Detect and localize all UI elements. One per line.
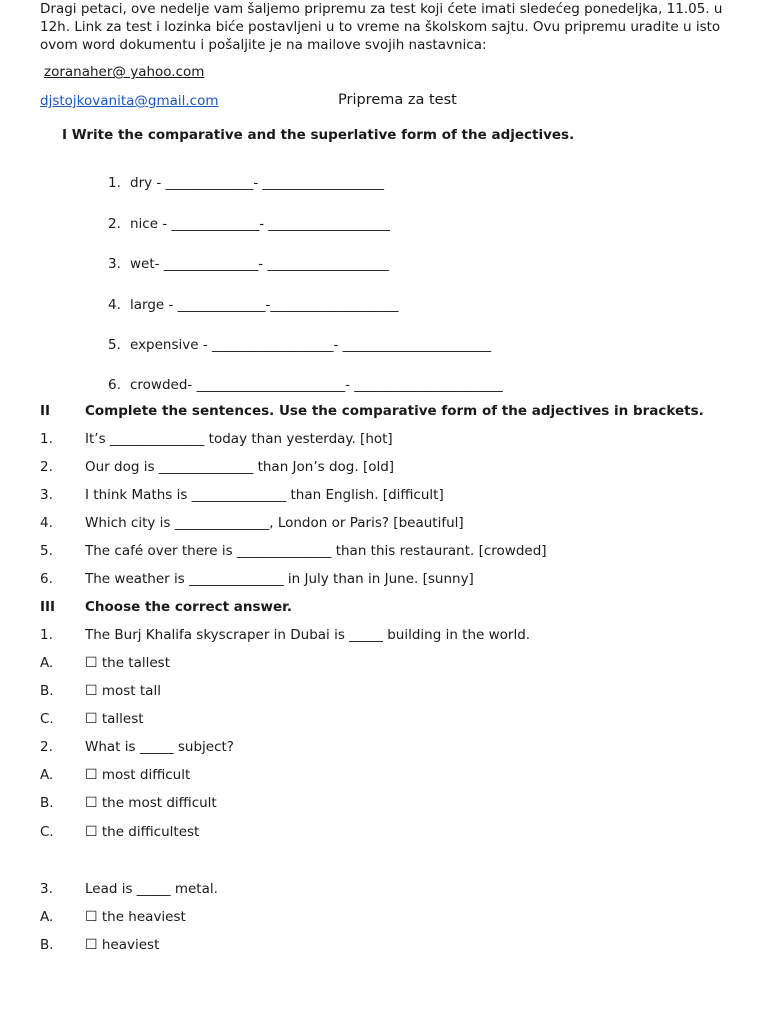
- adjective-item: [108, 175, 384, 191]
- adjective-item: [108, 377, 503, 393]
- sentence-number: 1.: [40, 431, 53, 447]
- checkbox-icon[interactable]: ☐: [85, 909, 98, 925]
- answer-option[interactable]: [85, 767, 190, 783]
- item-text: expensive - __________________- ______________________: [130, 337, 492, 353]
- sentence-text: Our dog is ______________ than Jon’s dog. [old]: [85, 459, 395, 475]
- document-title: Priprema za test: [338, 92, 457, 108]
- intro-paragraph: [40, 0, 745, 54]
- question-number: 1.: [40, 627, 53, 643]
- answer-option[interactable]: [85, 909, 186, 925]
- section-3-heading: Choose the correct answer.: [85, 599, 293, 615]
- item-number: 6.: [108, 377, 121, 393]
- option-letter: A.: [40, 767, 54, 783]
- option-text: the difficultest: [101, 824, 200, 840]
- option-letter: C.: [40, 824, 54, 840]
- item-number: 4.: [108, 297, 121, 313]
- option-letter: C.: [40, 711, 54, 727]
- option-letter: B.: [40, 683, 54, 699]
- answer-option[interactable]: [85, 711, 144, 727]
- sentence-text: I think Maths is ______________ than English. [difficult]: [85, 487, 444, 503]
- checkbox-icon[interactable]: ☐: [85, 824, 98, 840]
- item-number: 2.: [108, 216, 121, 232]
- option-text: the heaviest: [101, 909, 186, 925]
- teacher-email-2-link[interactable]: djstojkovanita@gmail.com: [40, 93, 219, 109]
- item-text: wet- ______________- __________________: [130, 256, 389, 272]
- section-3-number: III: [40, 599, 56, 615]
- question-number: 2.: [40, 739, 53, 755]
- option-text: heaviest: [101, 937, 160, 953]
- option-letter: B.: [40, 937, 54, 953]
- checkbox-icon[interactable]: ☐: [85, 767, 98, 783]
- adjective-item: [108, 297, 399, 313]
- option-text: most tall: [101, 683, 161, 699]
- option-text: most difficult: [101, 767, 191, 783]
- adjective-item: [108, 337, 491, 353]
- intro-line: ovom word dokumentu i pošaljite je na mailove svojih nastavnica:: [40, 37, 487, 53]
- question-text: What is _____ subject?: [85, 739, 234, 755]
- answer-option[interactable]: [85, 795, 217, 811]
- adjective-item: [108, 256, 389, 272]
- teacher-email-1[interactable]: zoranaher@ yahoo.com: [44, 64, 205, 80]
- sentence-text: It’s ______________ today than yesterday. [hot]: [85, 431, 393, 447]
- checkbox-icon[interactable]: ☐: [85, 937, 98, 953]
- sentence-number: 5.: [40, 543, 53, 559]
- option-letter: A.: [40, 909, 54, 925]
- adjective-item: [108, 216, 390, 232]
- option-text: the most difficult: [101, 795, 217, 811]
- option-letter: B.: [40, 795, 54, 811]
- section-2-number: II: [40, 403, 51, 419]
- intro-line: 12h. Link za test i lozinka biće postavljeni u to vreme na školskom sajtu. Ovu pripremu uradite u isto: [40, 19, 721, 35]
- item-text: dry - _____________- __________________: [130, 175, 384, 191]
- item-number: 1.: [108, 175, 121, 191]
- answer-option[interactable]: [85, 655, 170, 671]
- sentence-number: 2.: [40, 459, 53, 475]
- item-text: crowded- ______________________- ______________________: [130, 377, 503, 393]
- question-number: 3.: [40, 881, 53, 897]
- answer-option[interactable]: [85, 937, 159, 953]
- answer-option[interactable]: [85, 824, 199, 840]
- sentence-text: The weather is ______________ in July than in June. [sunny]: [85, 571, 474, 587]
- sentence-text: Which city is ______________, London or Paris? [beautiful]: [85, 515, 464, 531]
- option-text: the tallest: [101, 655, 171, 671]
- sentence-number: 3.: [40, 487, 53, 503]
- checkbox-icon[interactable]: ☐: [85, 655, 98, 671]
- answer-option[interactable]: [85, 683, 161, 699]
- option-letter: A.: [40, 655, 54, 671]
- option-text: tallest: [101, 711, 144, 727]
- question-text: The Burj Khalifa skyscraper in Dubai is _____ building in the world.: [85, 627, 531, 643]
- item-number: 5.: [108, 337, 121, 353]
- item-number: 3.: [108, 256, 121, 272]
- checkbox-icon[interactable]: ☐: [85, 795, 98, 811]
- sentence-text: The café over there is ______________ than this restaurant. [crowded]: [85, 543, 547, 559]
- intro-line: Dragi petaci, ove nedelje vam šaljemo pripremu za test koji ćete imati sledećeg ponedeljka, 11.05. u: [40, 1, 723, 17]
- sentence-number: 4.: [40, 515, 53, 531]
- question-text: Lead is _____ metal.: [85, 881, 218, 897]
- checkbox-icon[interactable]: ☐: [85, 683, 98, 699]
- section-2-heading: Complete the sentences. Use the comparative form of the adjectives in brackets.: [85, 403, 704, 419]
- sentence-number: 6.: [40, 571, 53, 587]
- checkbox-icon[interactable]: ☐: [85, 711, 98, 727]
- item-text: nice - _____________- __________________: [130, 216, 390, 232]
- section-1-heading: I Write the comparative and the superlative form of the adjectives.: [62, 127, 575, 143]
- item-text: large - _____________-___________________: [130, 297, 399, 313]
